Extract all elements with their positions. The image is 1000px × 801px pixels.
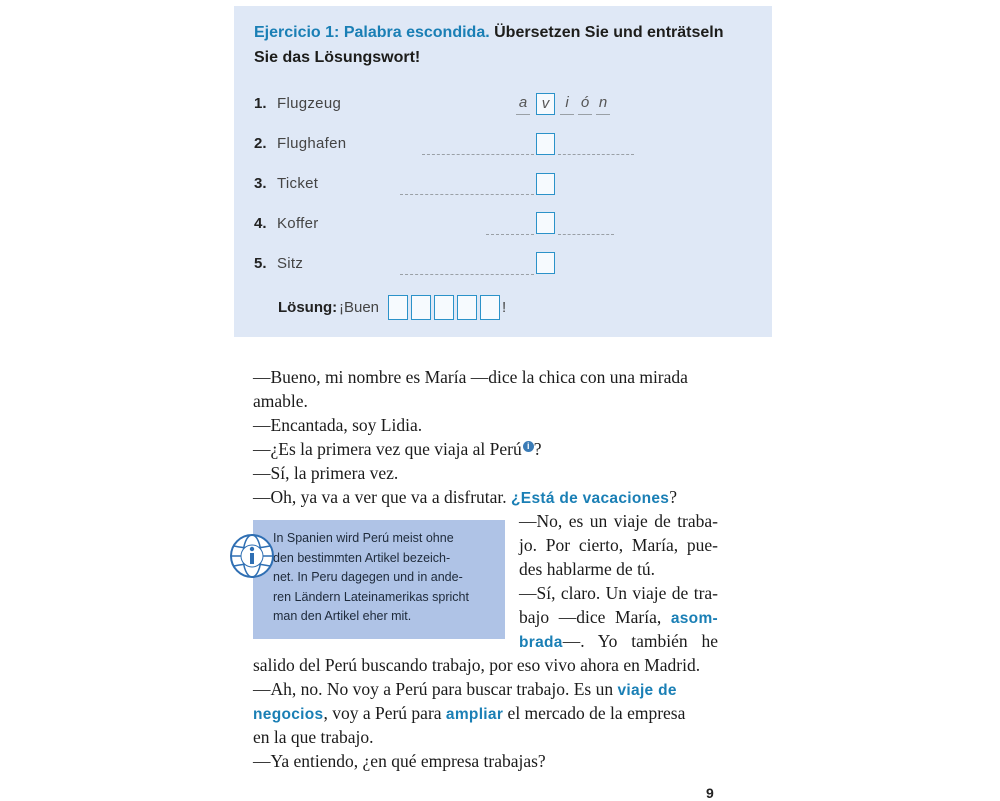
- story-line: —Sí, la primera vez.: [253, 463, 399, 483]
- answer-blank[interactable]: [400, 260, 534, 275]
- story-text-fragment: bajo —dice María,: [519, 607, 671, 627]
- item-number: 5.: [254, 255, 267, 272]
- answer-blank[interactable]: [558, 140, 634, 155]
- solution-letter-box[interactable]: [536, 212, 555, 234]
- item-number: 3.: [254, 175, 267, 192]
- story-text-fragment: ?: [533, 439, 542, 459]
- solution-suffix: !: [502, 299, 507, 316]
- note-line: net. In Peru dagegen und in ande-: [273, 570, 463, 584]
- solution-prefix: ¡Buen: [339, 299, 380, 316]
- globe-info-icon: [229, 533, 275, 579]
- vocab-highlight: negocios: [253, 706, 324, 723]
- solution-row: [278, 295, 568, 321]
- info-note-text: [273, 529, 498, 627]
- answer-letter: i: [560, 92, 574, 115]
- story-line: [253, 437, 542, 461]
- exercise-item-1: [254, 92, 774, 116]
- story-line: [519, 605, 718, 631]
- solution-box[interactable]: [457, 295, 477, 320]
- exercise-box: [234, 6, 772, 337]
- solution-letter-box[interactable]: [536, 173, 555, 195]
- exercise-item-3: [254, 172, 774, 196]
- note-line: In Spanien wird Perú meist ohne: [273, 531, 454, 545]
- story-text-fragment: —Oh, ya va a ver que va a disfrutar.: [253, 487, 512, 507]
- exercise-title-label: Ejercicio 1: Palabra escondida.: [254, 24, 490, 41]
- story-text-fragment: ?: [669, 487, 678, 507]
- item-number: 1.: [254, 95, 267, 112]
- story-text-fragment: —. Yo también he: [562, 631, 718, 651]
- item-word: Ticket: [277, 175, 319, 192]
- note-line: man den Artikel eher mit.: [273, 609, 412, 623]
- vocab-highlight: viaje de: [617, 682, 677, 699]
- solution-box[interactable]: [480, 295, 500, 320]
- item-number: 4.: [254, 215, 267, 232]
- story-line: —Encantada, soy Lidia.: [253, 415, 423, 435]
- story-line: jo. Por cierto, María, pue-: [519, 535, 718, 555]
- exercise-item-4: [254, 212, 774, 236]
- answer-blank[interactable]: [558, 220, 614, 235]
- answer-blank[interactable]: [400, 180, 534, 195]
- story-line: [253, 485, 677, 511]
- item-word: Flugzeug: [277, 95, 342, 112]
- exercise-instruction: Übersetzen Sie und enträtseln: [494, 24, 724, 41]
- story-line: en la que trabajo.: [253, 727, 374, 747]
- answer-letter: ó: [578, 92, 592, 115]
- page-number: 9: [706, 785, 714, 801]
- vocab-highlight: ¿Está de vacaciones: [511, 490, 670, 507]
- item-number: 2.: [254, 135, 267, 152]
- solution-box[interactable]: [388, 295, 408, 320]
- info-note-box: [253, 520, 505, 639]
- story-line: —No, es un viaje de traba-: [519, 511, 718, 531]
- solution-letter-box[interactable]: [536, 252, 555, 274]
- story-line: —Sí, claro. Un viaje de tra-: [519, 583, 718, 603]
- story-line: —Ya entiendo, ¿en qué empresa trabajas?: [253, 751, 546, 771]
- answer-letter: a: [516, 92, 530, 115]
- exercise-instruction-line2: Sie das Lösungswort!: [254, 49, 421, 66]
- vocab-highlight: ampliar: [445, 706, 504, 723]
- answer-letter: n: [596, 92, 610, 115]
- story-text-fragment: el mercado de la empresa: [503, 703, 686, 723]
- story-text-fragment: , voy a Perú para: [323, 703, 446, 723]
- item-word: Sitz: [277, 255, 304, 272]
- answer-blank[interactable]: [486, 220, 534, 235]
- answer-blank[interactable]: [422, 140, 534, 155]
- story-line: [253, 677, 677, 703]
- story-line: des hablarme de tú.: [519, 559, 656, 579]
- solution-label: Lösung:: [278, 299, 338, 316]
- story-text-fragment: —¿Es la primera vez que viaja al Perú: [253, 439, 522, 459]
- vocab-highlight: asom-: [670, 610, 718, 627]
- story-line: [253, 701, 685, 727]
- item-word: Flughafen: [277, 135, 347, 152]
- info-marker-icon[interactable]: i: [523, 441, 534, 452]
- story-line: amable.: [253, 391, 308, 411]
- exercise-item-2: [254, 132, 774, 156]
- solution-box[interactable]: [411, 295, 431, 320]
- story-line: [519, 629, 718, 655]
- exercise-item-5: [254, 252, 774, 276]
- solution-letter-box[interactable]: [536, 133, 555, 155]
- exercise-title: [254, 20, 754, 70]
- vocab-highlight: brada: [519, 634, 563, 651]
- answer-letter: v: [541, 95, 550, 112]
- solution-box[interactable]: [434, 295, 454, 320]
- story-line: —Bueno, mi nombre es María —dice la chica con una mirada: [253, 367, 688, 387]
- solution-letter-box[interactable]: [536, 93, 555, 115]
- item-word: Koffer: [277, 215, 319, 232]
- note-line: den bestimmten Artikel bezeich-: [273, 550, 451, 565]
- story-line: salido del Perú buscando trabajo, por eso vivo ahora en Madrid.: [253, 655, 701, 675]
- story-text-fragment: —Ah, no. No voy a Perú para buscar trabajo. Es un: [253, 679, 618, 699]
- note-line: ren Ländern Lateinamerikas spricht: [273, 589, 469, 604]
